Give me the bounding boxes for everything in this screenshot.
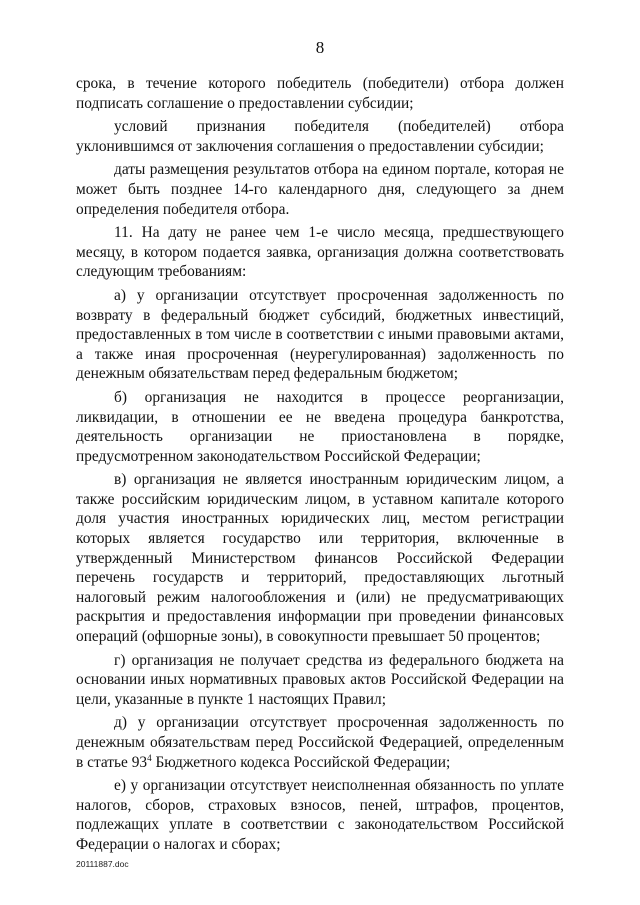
page-number: 8	[315, 38, 325, 57]
paragraph-results-date: даты размещения результатов отбора на едином портале, которая не может быть позднее 14-го календарного дня, следующего за днем определения победителя отбора.	[76, 161, 564, 218]
article-superscript: 4	[147, 752, 152, 763]
paragraph-item-d	[76, 713, 564, 772]
paragraph-item-g: г) организация не получает средства из федерального бюджета на основании иных нормативных правовых актов Российской Федерации на цели, указанные в пункте 1 настоящих Правил;	[76, 651, 564, 708]
paragraph-item-b: б) организация не находится в процессе реорганизации, ликвидации, в отношении ее не введена процедура банкротства, деятельность организации не приостановлена в порядке, предусмотренном законодательством Российской Федерации;	[76, 388, 564, 465]
paragraph-deadline-sign: срока, в течение которого победитель (победители) отбора должен подписать соглашение о предоставлении субсидии;	[76, 75, 564, 112]
paragraph-item-a: а) у организации отсутствует просроченная задолженность по возврату в федеральный бюджет субсидий, бюджетных инвестиций, предоставленных в том числе в соответствии с иными правовыми актами, а также иная просроченная (неурегулированная) задолженность по денежным обязательствам перед федеральным бюджетом;	[76, 286, 564, 383]
paragraph-item-d-text-end: Бюджетного кодекса Российской Федерации;	[151, 753, 451, 771]
paragraph-item-d-text: д) у организации отсутствует просроченная задолженность по денежным обязательствам перед Российской Федерацией, определенным в статье 93	[76, 714, 564, 771]
paragraph-item-v: в) организация не является иностранным юридическим лицом, а также российским юридическим лицом, в уставном капитале которого доля участия иностранных юридических лиц, местом регистрации которых является государство или территория, включенные в утвержденный Министерством финансов Российской Федерации перечень государств и территорий, предоставляющих льготный налоговый режим налогообложения и (или) не предусматривающих раскрытия и предоставления информации при проведении финансовых операций (офшорные зоны), в совокупности превышает 50 процентов;	[76, 471, 564, 646]
paragraph-item-11: 11. На дату не ранее чем 1-е число месяца, предшествующего месяцу, в котором подается заявка, организация должна соответствовать следующим требованиям:	[76, 224, 564, 281]
paragraph-evasion-conditions: условий признания победителя (победителей) отбора уклонившимся от заключения соглашения о предоставлении субсидии;	[76, 118, 564, 155]
paragraph-item-e: е) у организации отсутствует неисполненная обязанность по уплате налогов, сборов, страховых взносов, пеней, штрафов, процентов, подлежащих уплате в соответствии с законодательством Российской Федерации о налогах и сборах;	[76, 777, 564, 853]
document-body	[76, 74, 564, 859]
document-filename-footer: 20111887.doc	[76, 859, 129, 869]
